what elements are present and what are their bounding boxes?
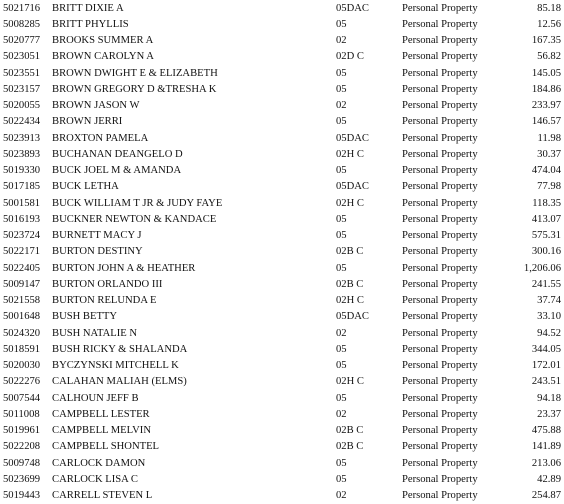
district-code: 02 — [336, 408, 347, 420]
amount-due: 146.57 — [531, 116, 561, 128]
owner-name: BUCKNER NEWTON & KANDACE — [52, 213, 217, 225]
district-code: 02B C — [336, 278, 364, 290]
property-type: Personal Property — [402, 343, 478, 355]
account-number: 5023699 — [3, 473, 41, 485]
district-code: 05 — [336, 230, 347, 241]
table-row — [0, 98, 564, 114]
district-code: 05 — [336, 67, 347, 79]
amount-due: 12.56 — [537, 18, 561, 30]
property-type: Personal Property — [402, 67, 478, 79]
amount-due: 184.86 — [531, 83, 561, 95]
table-row — [0, 82, 564, 98]
property-type: Personal Property — [402, 197, 478, 209]
account-number: 5022171 — [3, 246, 41, 258]
owner-name: CAMPBELL MELVIN — [52, 425, 151, 436]
amount-due: 37.74 — [537, 295, 561, 306]
district-code: 02H C — [336, 148, 364, 160]
property-type: Personal Property — [402, 132, 478, 144]
property-type: Personal Property — [402, 457, 478, 469]
property-type: Personal Property — [402, 262, 478, 274]
owner-name: BURTON ORLANDO III — [52, 278, 163, 290]
account-number: 5023913 — [3, 132, 41, 144]
account-number: 5023724 — [3, 230, 41, 241]
property-type: Personal Property — [402, 360, 478, 371]
district-code: 05DAC — [336, 132, 369, 144]
owner-name: CARRELL STEVEN L — [52, 490, 153, 501]
property-type: Personal Property — [402, 18, 478, 30]
table-row — [0, 66, 564, 82]
owner-name: CAMPBELL LESTER — [52, 408, 150, 420]
amount-due: 254.87 — [531, 490, 561, 501]
district-code: 02H C — [336, 376, 364, 388]
table-row — [0, 309, 564, 325]
property-type: Personal Property — [402, 425, 478, 436]
account-number: 5023051 — [3, 51, 41, 63]
property-type: Personal Property — [402, 51, 478, 63]
amount-due: 300.16 — [531, 246, 561, 258]
account-number: 5019330 — [3, 165, 41, 176]
owner-name: BRITT DIXIE A — [52, 2, 124, 14]
amount-due: 85.18 — [537, 2, 561, 14]
owner-name: BROWN CAROLYN A — [52, 51, 154, 63]
property-type: Personal Property — [402, 213, 478, 225]
table-row — [0, 277, 564, 293]
district-code: 02H C — [336, 197, 364, 209]
amount-due: 243.51 — [531, 376, 561, 388]
table-row — [0, 212, 564, 228]
property-type: Personal Property — [402, 230, 478, 241]
district-code: 05 — [336, 473, 347, 485]
account-number: 5019443 — [3, 490, 41, 501]
property-type: Personal Property — [402, 116, 478, 128]
table-row — [0, 472, 564, 488]
property-type: Personal Property — [402, 392, 478, 404]
owner-name: BUSH RICKY & SHALANDA — [52, 343, 188, 355]
property-type: Personal Property — [402, 295, 478, 306]
table-row — [0, 244, 564, 260]
owner-name: BROWN JERRI — [52, 116, 123, 128]
amount-due: 213.06 — [531, 457, 561, 469]
amount-due: 172.01 — [531, 360, 561, 371]
table-row — [0, 163, 564, 179]
amount-due: 233.97 — [531, 100, 561, 111]
district-code: 02 — [336, 490, 347, 501]
account-number: 5020030 — [3, 360, 41, 371]
district-code: 02 — [336, 100, 347, 111]
account-number: 5009748 — [3, 457, 41, 469]
owner-name: CAMPBELL SHONTEL — [52, 441, 160, 453]
owner-name: BROWN GREGORY D &TRESHA K — [52, 83, 217, 95]
table-row — [0, 17, 564, 33]
table-row — [0, 407, 564, 423]
owner-name: BURTON JOHN A & HEATHER — [52, 262, 196, 274]
amount-due: 141.89 — [531, 441, 561, 453]
owner-name: CARLOCK DAMON — [52, 457, 146, 469]
property-type: Personal Property — [402, 327, 478, 339]
amount-due: 94.52 — [537, 327, 561, 339]
table-row — [0, 358, 564, 374]
account-number: 5020777 — [3, 35, 41, 46]
account-number: 5022276 — [3, 376, 41, 388]
account-number: 5016193 — [3, 213, 41, 225]
amount-due: 167.35 — [531, 35, 561, 46]
amount-due: 1,206.06 — [523, 262, 561, 274]
account-number: 5022208 — [3, 441, 41, 453]
owner-name: BRITT PHYLLIS — [52, 18, 129, 30]
table-row — [0, 261, 564, 277]
district-code: 02 — [336, 35, 347, 46]
account-number: 5022405 — [3, 262, 41, 274]
amount-due: 344.05 — [531, 343, 561, 355]
amount-due: 474.04 — [531, 165, 561, 176]
amount-due: 11.98 — [537, 132, 561, 144]
property-type: Personal Property — [402, 100, 478, 111]
property-type: Personal Property — [402, 165, 478, 176]
property-type: Personal Property — [402, 148, 478, 160]
owner-name: CARLOCK LISA C — [52, 473, 138, 485]
amount-due: 77.98 — [537, 181, 561, 193]
property-type: Personal Property — [402, 278, 478, 290]
amount-due: 475.88 — [531, 425, 561, 436]
table-row — [0, 456, 564, 472]
account-number: 5007544 — [3, 392, 41, 404]
property-type: Personal Property — [402, 35, 478, 46]
account-number: 5001581 — [3, 197, 41, 209]
district-code: 02B C — [336, 246, 364, 258]
district-code: 02B C — [336, 441, 364, 453]
table-row — [0, 488, 564, 504]
owner-name: BUCK JOEL M & AMANDA — [52, 165, 182, 176]
account-number: 5018591 — [3, 343, 41, 355]
table-row — [0, 1, 564, 17]
amount-due: 33.10 — [537, 311, 561, 323]
district-code: 05 — [336, 165, 347, 176]
property-type: Personal Property — [402, 473, 478, 485]
table-row — [0, 374, 564, 390]
owner-name: CALHOUN JEFF B — [52, 392, 139, 404]
account-number: 5021716 — [3, 2, 41, 14]
table-row — [0, 293, 564, 309]
property-type: Personal Property — [402, 376, 478, 388]
table-row — [0, 423, 564, 439]
table-row — [0, 228, 564, 244]
owner-name: CALAHAN MALIAH (ELMS) — [52, 376, 187, 388]
account-number: 5024320 — [3, 327, 41, 339]
amount-due: 94.18 — [537, 392, 561, 404]
table-row — [0, 391, 564, 407]
property-type: Personal Property — [402, 408, 478, 420]
district-code: 05 — [336, 360, 347, 371]
account-number: 5001648 — [3, 311, 41, 323]
owner-name: BROWN DWIGHT E & ELIZABETH — [52, 67, 218, 79]
table-row — [0, 33, 564, 49]
district-code: 05 — [336, 18, 347, 30]
account-number: 5023157 — [3, 83, 41, 95]
district-code: 05DAC — [336, 311, 369, 323]
owner-name: BURTON RELUNDA E — [52, 295, 157, 306]
account-number: 5023893 — [3, 148, 41, 160]
property-type: Personal Property — [402, 441, 478, 453]
district-code: 02H C — [336, 295, 364, 306]
account-number: 5023551 — [3, 67, 41, 79]
amount-due: 30.37 — [537, 148, 561, 160]
property-type: Personal Property — [402, 490, 478, 501]
district-code: 02 — [336, 327, 347, 339]
account-number: 5021558 — [3, 295, 41, 306]
district-code: 05 — [336, 116, 347, 128]
owner-name: BROWN JASON W — [52, 100, 140, 111]
owner-name: BUCHANAN DEANGELO D — [52, 148, 183, 160]
owner-name: BURNETT MACY J — [52, 230, 142, 241]
table-row — [0, 49, 564, 65]
table-row — [0, 179, 564, 195]
district-code: 02B C — [336, 425, 364, 436]
owner-name: BROOKS SUMMER A — [52, 35, 154, 46]
account-number: 5009147 — [3, 278, 41, 290]
owner-name: BUCK WILLIAM T JR & JUDY FAYE — [52, 197, 223, 209]
account-number: 5019961 — [3, 425, 41, 436]
district-code: 05 — [336, 392, 347, 404]
account-number: 5011008 — [3, 408, 40, 420]
amount-due: 575.31 — [531, 230, 561, 241]
district-code: 05 — [336, 83, 347, 95]
table-row — [0, 131, 564, 147]
account-number: 5020055 — [3, 100, 41, 111]
table-row — [0, 147, 564, 163]
owner-name: BURTON DESTINY — [52, 246, 143, 258]
table-row — [0, 114, 564, 130]
amount-due: 42.89 — [537, 473, 561, 485]
owner-name: BROXTON PAMELA — [52, 132, 149, 144]
account-number: 5017185 — [3, 181, 41, 193]
amount-due: 145.05 — [531, 67, 561, 79]
account-number: 5022434 — [3, 116, 41, 128]
district-code: 02D C — [336, 51, 364, 63]
property-type: Personal Property — [402, 2, 478, 14]
district-code: 05 — [336, 213, 347, 225]
property-type: Personal Property — [402, 83, 478, 95]
property-type: Personal Property — [402, 246, 478, 258]
district-code: 05 — [336, 343, 347, 355]
property-type: Personal Property — [402, 181, 478, 193]
amount-due: 23.37 — [537, 408, 561, 420]
table-row — [0, 326, 564, 342]
district-code: 05DAC — [336, 181, 369, 193]
owner-name: BUSH NATALIE N — [52, 327, 138, 339]
property-type: Personal Property — [402, 311, 478, 323]
owner-name: BUSH BETTY — [52, 311, 118, 323]
account-number: 5008285 — [3, 18, 41, 30]
district-code: 05DAC — [336, 2, 369, 14]
amount-due: 118.35 — [532, 197, 561, 209]
owner-name: BYCZYNSKI MITCHELL K — [52, 360, 179, 371]
district-code: 05 — [336, 457, 347, 469]
amount-due: 413.07 — [531, 213, 561, 225]
amount-due: 56.82 — [537, 51, 561, 63]
amount-due: 241.55 — [531, 278, 561, 290]
table-row — [0, 342, 564, 358]
table-row — [0, 196, 564, 212]
owner-name: BUCK LETHA — [52, 181, 119, 193]
district-code: 05 — [336, 262, 347, 274]
table-row — [0, 439, 564, 455]
